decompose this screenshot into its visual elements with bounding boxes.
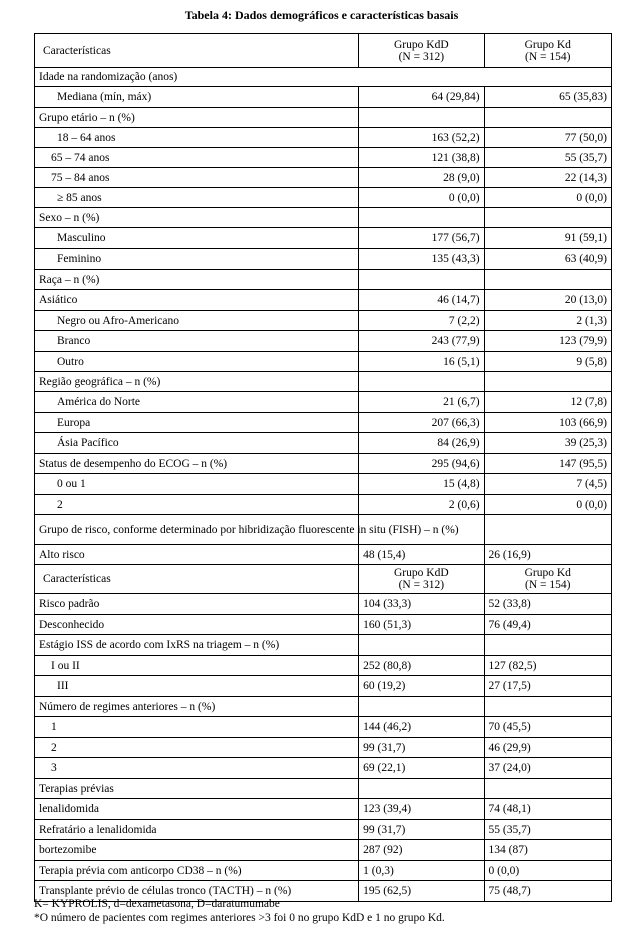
row-label: I ou II bbox=[35, 656, 359, 676]
table-row bbox=[35, 545, 612, 565]
cell-kd: 7 (4,5) bbox=[484, 474, 611, 495]
section-label: Raça – n (%) bbox=[35, 270, 359, 290]
row-label: Desconhecido bbox=[35, 615, 359, 635]
cell-kd: 46 (29,9) bbox=[484, 738, 611, 758]
table-row bbox=[35, 454, 612, 474]
cell-kdd: 28 (9,0) bbox=[359, 168, 484, 188]
row-label: 2 bbox=[35, 738, 359, 758]
section-label: Terapias prévias bbox=[35, 779, 359, 799]
row-label: Europa bbox=[35, 413, 359, 433]
header-group-kdd: Grupo KdD (N = 312) bbox=[359, 565, 484, 594]
row-label: Negro ou Afro-Americano bbox=[35, 311, 359, 331]
cell-kdd: 195 (62,5) bbox=[359, 881, 484, 902]
table-row bbox=[35, 433, 612, 454]
cell-kdd: 64 (29,84) bbox=[359, 87, 484, 108]
table-row bbox=[35, 413, 612, 433]
cell-kd: 55 (35,7) bbox=[484, 148, 611, 168]
cell-kd: 22 (14,3) bbox=[484, 168, 611, 188]
table-row bbox=[35, 68, 612, 87]
row-label: III bbox=[35, 676, 359, 697]
table-row bbox=[35, 311, 612, 331]
cell-kd: 134 (87) bbox=[484, 840, 611, 861]
table-header-row-repeat bbox=[35, 565, 612, 594]
cell-kdd: 123 (39,4) bbox=[359, 799, 484, 820]
cell-kd: 20 (13,0) bbox=[484, 290, 611, 311]
table-row bbox=[35, 779, 612, 799]
cell-kd: 70 (45,5) bbox=[484, 717, 611, 738]
row-label: Risco padrão bbox=[35, 594, 359, 615]
row-label: Mediana (mín, máx) bbox=[35, 87, 359, 108]
row-label: 2 bbox=[35, 495, 359, 515]
header-characteristics: Características bbox=[35, 34, 359, 68]
cell-kd: 2 (1,3) bbox=[484, 311, 611, 331]
cell-kdd: 104 (33,3) bbox=[359, 594, 484, 615]
table-row bbox=[35, 290, 612, 311]
table-row bbox=[35, 352, 612, 372]
footnote-regimes: *O número de pacientes com regimes anteriores >3 foi 0 no grupo KdD e 1 no grupo Kd. bbox=[34, 912, 445, 924]
table-row bbox=[35, 392, 612, 413]
row-label: Status de desempenho do ECOG – n (%) bbox=[35, 454, 359, 474]
cell-kdd: 99 (31,7) bbox=[359, 820, 484, 840]
section-label: Grupo etário – n (%) bbox=[35, 108, 359, 128]
table-row bbox=[35, 840, 612, 861]
table-row bbox=[35, 228, 612, 249]
table-row bbox=[35, 615, 612, 635]
table-row bbox=[35, 87, 612, 108]
cell-kd: 9 (5,8) bbox=[484, 352, 611, 372]
cell-kdd: 2 (0,6) bbox=[359, 495, 484, 515]
cell-kdd: 0 (0,0) bbox=[359, 188, 484, 208]
cell-kd: 0 (0,0) bbox=[484, 188, 611, 208]
cell-kdd: 207 (66,3) bbox=[359, 413, 484, 433]
cell-kd: 103 (66,9) bbox=[484, 413, 611, 433]
table-row bbox=[35, 635, 612, 656]
cell-kd: 39 (25,3) bbox=[484, 433, 611, 454]
cell-kdd: 243 (77,9) bbox=[359, 331, 484, 352]
header-characteristics: Características bbox=[35, 565, 359, 594]
table-row bbox=[35, 820, 612, 840]
table-row bbox=[35, 717, 612, 738]
table-row bbox=[35, 331, 612, 352]
cell-kd: 147 (95,5) bbox=[484, 454, 611, 474]
cell-kd: 26 (16,9) bbox=[484, 545, 611, 565]
cell-kd: 55 (35,7) bbox=[484, 820, 611, 840]
row-label: Asiático bbox=[35, 290, 359, 311]
header-group-kdd: Grupo KdD (N = 312) bbox=[359, 34, 484, 68]
cell-kd: 65 (35,83) bbox=[484, 87, 611, 108]
table-row bbox=[35, 799, 612, 820]
cell-kdd: 160 (51,3) bbox=[359, 615, 484, 635]
row-label: Alto risco bbox=[35, 545, 359, 565]
cell-kdd: 1 (0,3) bbox=[359, 861, 484, 881]
table-row bbox=[35, 515, 612, 545]
table-row bbox=[35, 758, 612, 779]
row-label: lenalidomida bbox=[35, 799, 359, 820]
section-label: Sexo – n (%) bbox=[35, 208, 359, 228]
cell-kdd: 7 (2,2) bbox=[359, 311, 484, 331]
row-label: 65 – 74 anos bbox=[35, 148, 359, 168]
table-row bbox=[35, 676, 612, 697]
row-label: 3 bbox=[35, 758, 359, 779]
cell-kdd: 16 (5,1) bbox=[359, 352, 484, 372]
table-row bbox=[35, 148, 612, 168]
row-label: Masculino bbox=[35, 228, 359, 249]
table-row bbox=[35, 495, 612, 515]
row-label: 75 – 84 anos bbox=[35, 168, 359, 188]
table-row bbox=[35, 128, 612, 148]
table-row bbox=[35, 108, 612, 128]
cell-kdd: 15 (4,8) bbox=[359, 474, 484, 495]
table-row bbox=[35, 188, 612, 208]
row-label: América do Norte bbox=[35, 392, 359, 413]
cell-kdd: 21 (6,7) bbox=[359, 392, 484, 413]
cell-kd: 12 (7,8) bbox=[484, 392, 611, 413]
row-label: Transplante prévio de células tronco (TACTH) – n (%) bbox=[35, 881, 359, 902]
table-row bbox=[35, 738, 612, 758]
table-row bbox=[35, 594, 612, 615]
table-header-row bbox=[35, 34, 612, 68]
row-label: Refratário a lenalidomida bbox=[35, 820, 359, 840]
row-label: ≥ 85 anos bbox=[35, 188, 359, 208]
header-group-kd: Grupo Kd (N = 154) bbox=[484, 565, 611, 594]
table-row bbox=[35, 861, 612, 881]
demographics-table bbox=[34, 33, 612, 902]
cell-kd: 74 (48,1) bbox=[484, 799, 611, 820]
cell-kdd: 252 (80,8) bbox=[359, 656, 484, 676]
cell-kdd: 121 (38,8) bbox=[359, 148, 484, 168]
cell-kdd: 287 (92) bbox=[359, 840, 484, 861]
section-label: Região geográfica – n (%) bbox=[35, 372, 359, 392]
cell-kd: 127 (82,5) bbox=[484, 656, 611, 676]
row-label: Ásia Pacífico bbox=[35, 433, 359, 454]
row-label: 18 – 64 anos bbox=[35, 128, 359, 148]
cell-kd: 0 (0,0) bbox=[484, 495, 611, 515]
cell-kdd: 99 (31,7) bbox=[359, 738, 484, 758]
cell-kd: 75 (48,7) bbox=[484, 881, 611, 902]
table-row bbox=[35, 249, 612, 270]
cell-kdd: 177 (56,7) bbox=[359, 228, 484, 249]
table-row bbox=[35, 270, 612, 290]
cell-kd: 27 (17,5) bbox=[484, 676, 611, 697]
row-label: Branco bbox=[35, 331, 359, 352]
row-label: 0 ou 1 bbox=[35, 474, 359, 495]
cell-kd: 52 (33,8) bbox=[484, 594, 611, 615]
section-label: Número de regimes anteriores – n (%) bbox=[35, 697, 359, 717]
section-label: Idade na randomização (anos) bbox=[35, 68, 612, 87]
cell-kdd: 84 (26,9) bbox=[359, 433, 484, 454]
cell-kd: 123 (79,9) bbox=[484, 331, 611, 352]
section-label: Grupo de risco, conforme determinado por hibridização fluorescente in situ (FISH) – n (%) bbox=[35, 515, 359, 545]
cell-kd: 77 (50,0) bbox=[484, 128, 611, 148]
table-row bbox=[35, 168, 612, 188]
cell-kd: 63 (40,9) bbox=[484, 249, 611, 270]
cell-kd: 91 (59,1) bbox=[484, 228, 611, 249]
cell-kdd: 60 (19,2) bbox=[359, 676, 484, 697]
cell-kdd: 163 (52,2) bbox=[359, 128, 484, 148]
cell-kdd: 48 (15,4) bbox=[359, 545, 484, 565]
cell-kdd: 46 (14,7) bbox=[359, 290, 484, 311]
cell-kd: 0 (0,0) bbox=[484, 861, 611, 881]
table-row bbox=[35, 474, 612, 495]
row-label: Outro bbox=[35, 352, 359, 372]
table-row bbox=[35, 656, 612, 676]
cell-kdd: 144 (46,2) bbox=[359, 717, 484, 738]
cell-kd: 76 (49,4) bbox=[484, 615, 611, 635]
footnote-abbreviations: K= KYPROLIS, d=dexametasona, D=daratumumabe bbox=[34, 898, 280, 910]
row-label: Terapia prévia com anticorpo CD38 – n (%) bbox=[35, 861, 359, 881]
section-label: Estágio ISS de acordo com IxRS na triagem – n (%) bbox=[35, 635, 359, 656]
cell-kd: 37 (24,0) bbox=[484, 758, 611, 779]
table-row bbox=[35, 372, 612, 392]
table-row bbox=[35, 208, 612, 228]
cell-kdd: 135 (43,3) bbox=[359, 249, 484, 270]
cell-kdd: 69 (22,1) bbox=[359, 758, 484, 779]
cell-kdd: 295 (94,6) bbox=[359, 454, 484, 474]
row-label: 1 bbox=[35, 717, 359, 738]
row-label: Feminino bbox=[35, 249, 359, 270]
table-row bbox=[35, 697, 612, 717]
header-group-kd: Grupo Kd (N = 154) bbox=[484, 34, 611, 68]
row-label: bortezomibe bbox=[35, 840, 359, 861]
table-title: Tabela 4: Dados demográficos e características basais bbox=[184, 8, 459, 22]
